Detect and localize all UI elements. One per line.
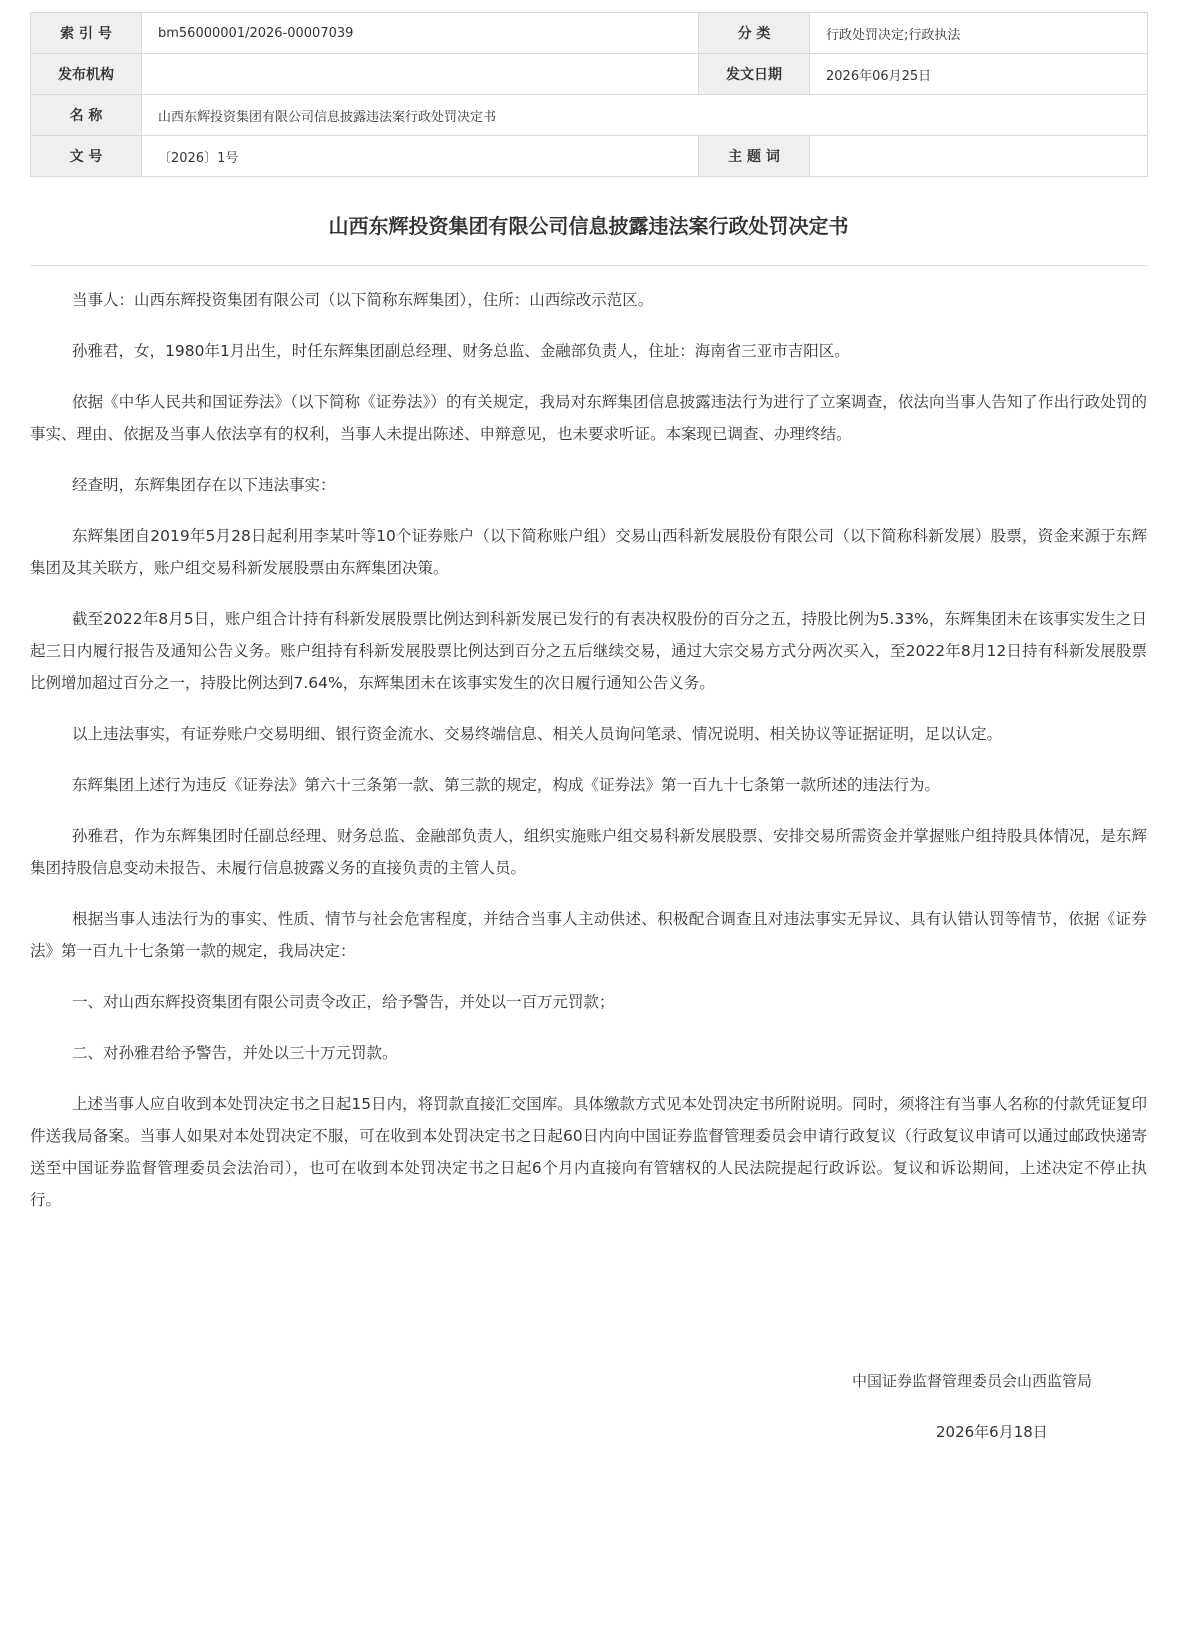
body-paragraph: 一、对山西东辉投资集团有限公司责令改正，给予警告，并处以一百万元罚款；: [72, 993, 615, 1011]
body-paragraph: 东辉集团自2019年5月28日起利用李某叶等10个证券账户（以下简称账户组）交易山西科新发展股份有限公司（以下简称科新发展）股票，资金来源于东辉集团及其关联方，账户组交易科新发展股票由东辉集团决策。: [30, 527, 1147, 577]
body-paragraph: 根据当事人违法行为的事实、性质、情节与社会危害程度，并结合当事人主动供述、积极配合调查且对违法事实无异议、具有认错认罚等情节，依据《证券法》第一百九十七条第一款的规定，我局决定：: [30, 910, 1147, 960]
subject-value: [810, 136, 1148, 177]
name-value: 山西东辉投资集团有限公司信息披露违法案行政处罚决定书: [142, 95, 1148, 136]
metadata-table: [30, 12, 1148, 177]
category-value: 行政处罚决定;行政执法: [810, 13, 1148, 54]
title-divider: [30, 265, 1147, 266]
body-paragraph: 孙雅君，女，1980年1月出生，时任东辉集团副总经理、财务总监、金融部负责人，住址：海南省三亚市吉阳区。: [72, 342, 850, 360]
category-label: 分 类: [699, 13, 810, 54]
metadata-row: [31, 13, 1148, 54]
document-title: 山西东辉投资集团有限公司信息披露违法案行政处罚决定书: [328, 214, 849, 238]
body-paragraph: 经查明，东辉集团存在以下违法事实：: [72, 476, 336, 494]
document-body: [30, 284, 1147, 1216]
body-paragraph: 依据《中华人民共和国证券法》（以下简称《证券法》）的有关规定，我局对东辉集团信息披露违法行为进行了立案调查，依法向当事人告知了作出行政处罚的事实、理由、依据及当事人依法享有的权利，当事人未提出陈述、申辩意见，也未要求听证。本案现已调查、办理终结。: [30, 393, 1147, 443]
subject-label: 主 题 词: [699, 136, 810, 177]
date-value: 2026年06月25日: [810, 54, 1148, 95]
issuer-label: 发布机构: [31, 54, 142, 95]
signature-date: 2026年6月18日: [936, 1423, 1048, 1441]
metadata-row: [31, 54, 1148, 95]
docno-label: 文 号: [31, 136, 142, 177]
body-paragraph: 上述当事人应自收到本处罚决定书之日起15日内，将罚款直接汇交国库。具体缴款方式见本处罚决定书所附说明。同时，须将注有当事人名称的付款凭证复印件送我局备案。当事人如果对本处罚决定不服，可在收到本处罚决定书之日起60日内向中国证券监督管理委员会申请行政复议（行政复议申请可以通过邮政快递寄送至中国证券监督管理委员会法治司），也可在收到本处罚决定书之日起6个月内直接向有管辖权的人民法院提起行政诉讼。复议和诉讼期间，上述决定不停止执行。: [30, 1095, 1147, 1209]
body-paragraph: 截至2022年8月5日，账户组合计持有科新发展股票比例达到科新发展已发行的有表决权股份的百分之五，持股比例为5.33%，东辉集团未在该事实发生之日起三日内履行报告及通知公告义务。账户组持有科新发展股票比例达到百分之五后继续交易，通过大宗交易方式分两次买入，至2022年8月12日持有科新发展股票比例增加超过百分之一，持股比例达到7.64%，东辉集团未在该事实发生的次日履行通知公告义务。: [30, 610, 1147, 692]
date-label: 发文日期: [699, 54, 810, 95]
signature-organization: 中国证券监督管理委员会山西监管局: [852, 1372, 1093, 1390]
metadata-row: [31, 95, 1148, 136]
body-paragraph: 当事人：山西东辉投资集团有限公司（以下简称东辉集团），住所：山西综改示范区。: [72, 291, 654, 309]
body-paragraph: 东辉集团上述行为违反《证券法》第六十三条第一款、第三款的规定，构成《证券法》第一百九十七条第一款所述的违法行为。: [72, 776, 941, 794]
metadata-row: [31, 136, 1148, 177]
issuer-value: [142, 54, 699, 95]
body-paragraph: 以上违法事实，有证券账户交易明细、银行资金流水、交易终端信息、相关人员询问笔录、情况说明、相关协议等证据证明，足以认定。: [72, 725, 1003, 743]
body-paragraph: 二、对孙雅君给予警告，并处以三十万元罚款。: [72, 1044, 398, 1062]
name-label: 名 称: [31, 95, 142, 136]
docno-value: 〔2026〕1号: [142, 136, 699, 177]
index-value: bm56000001/2026-00007039: [142, 13, 699, 54]
index-label: 索 引 号: [31, 13, 142, 54]
document-page: [30, 12, 1147, 1235]
body-paragraph: 孙雅君，作为东辉集团时任副总经理、财务总监、金融部负责人，组织实施账户组交易科新发展股票、安排交易所需资金并掌握账户组持股具体情况，是东辉集团持股信息变动未报告、未履行信息披露义务的直接负责的主管人员。: [30, 827, 1147, 877]
